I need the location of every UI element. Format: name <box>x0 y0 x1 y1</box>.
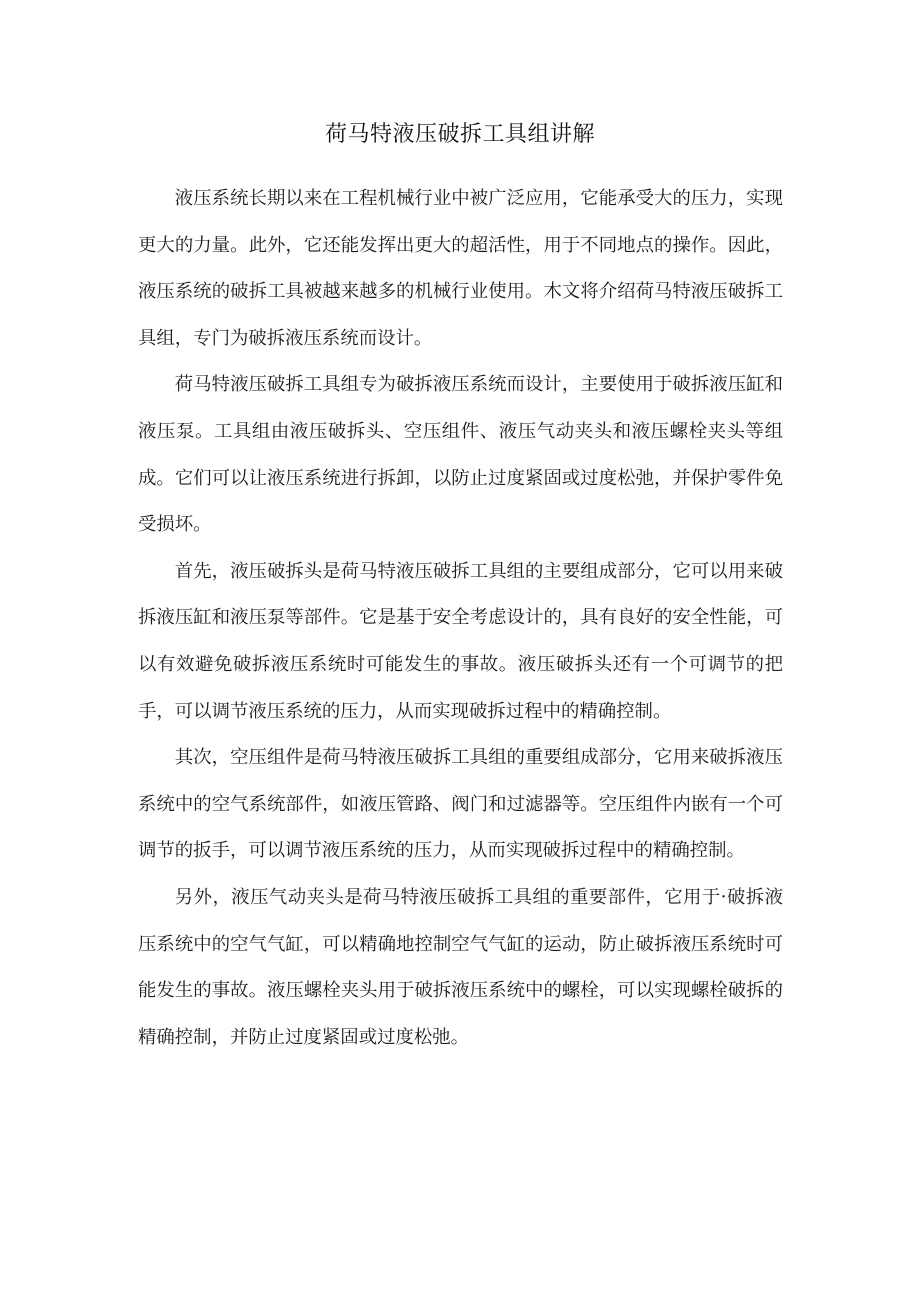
paragraph-air-compressor-unit: 其次，空压组件是荷马特液压破拆工具组的重要组成部分，它用来破拆液压系统中的空气系统部件，如液压管路、阀门和过滤器等。空压组件内嵌有一个可调节的扳手，可以调节液压系统的压力，从而实现破拆过程中的精确控制。 <box>138 747 783 862</box>
paragraph-toolset-overview: 荷马特液压破拆工具组专为破拆液压系统而设计，主要使用于破拆液压缸和液压泵。工具组由液压破拆头、空压组件、液压气动夹头和液压螺栓夹头等组成。它们可以让液压系统进行拆卸，以防止过度紧固或过度松弛，并保护零件免受损坏。 <box>138 374 783 536</box>
paragraph-breaking-head: 首先，液压破拆头是荷马特液压破拆工具组的主要组成部分，它可以用来破拆液压缸和液压泵等部件。它是基于安全考虑设计的，具有良好的安全性能，可以有效避免破拆液压系统时可能发生的事故。液压破拆头还有一个可调节的把手，可以调节液压系统的压力，从而实现破拆过程中的精确控制。 <box>138 560 783 722</box>
paragraph-intro: 液压系统长期以来在工程机械行业中被广泛应用，它能承受大的压力，实现更大的力量。此外，它还能发挥出更大的超活性，用于不同地点的操作。因此，液压系统的破拆工具被越来越多的机械行业使用。木文将介绍荷马特液压破拆工具组，专门为破拆液压系统而设计。 <box>138 188 783 349</box>
document-title: 荷马特液压破拆工具组讲解 <box>324 122 595 147</box>
document-body <box>138 176 783 1061</box>
paragraph-clamps: 另外，液压气动夹头是荷马特液压破拆工具组的重要部件，它用于·破拆液压系统中的空气气缸，可以精确地控制空气气缸的运动，防止破拆液压系统时可能发生的事故。液压螺栓夹头用于破拆液压系统中的螺栓，可以实现螺栓破拆的精确控制，并防止过度紧固或过度松弛。 <box>138 886 783 1048</box>
